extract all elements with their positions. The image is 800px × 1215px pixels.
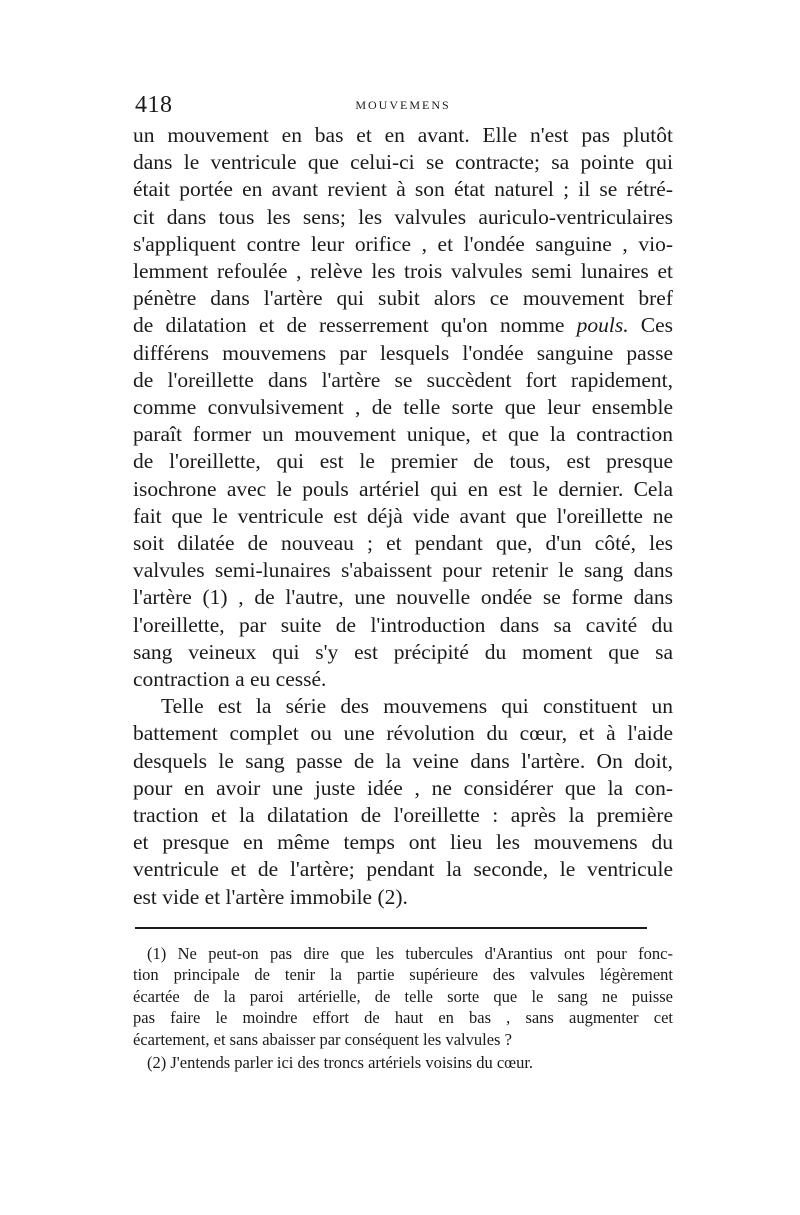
text-line: traction et la dilatation de l'oreillette : après la première bbox=[133, 803, 673, 828]
text-line: Telle est la série des mouvemens qui constituent un bbox=[161, 694, 673, 719]
body-text bbox=[133, 122, 673, 911]
page-number: 418 bbox=[135, 92, 173, 118]
text-line: comme convulsivement , de telle sorte que leur ensemble bbox=[133, 395, 673, 420]
footnotes bbox=[133, 943, 673, 1074]
text-line: ventricule et de l'artère; pendant la seconde, le ventricule bbox=[133, 857, 673, 882]
text-line: était portée en avant revient à son état naturel ; il se rétré- bbox=[133, 177, 673, 202]
footnote-line: écartement, et sans abaisser par conséquent les valvules ? bbox=[133, 1029, 512, 1049]
text-line: lemment refoulée , relève les trois valvules semi lunaires et bbox=[133, 259, 673, 284]
text-line: différens mouvemens par lesquels l'ondée sanguine passe bbox=[133, 340, 673, 365]
text-line: contraction a eu cessé. bbox=[133, 667, 327, 692]
text-line: un mouvement en bas et en avant. Elle n'est pas plutôt bbox=[133, 123, 673, 147]
text-line: battement complet ou une révolution du cœur, et à l'aide bbox=[133, 721, 673, 746]
text-segment: de dilatation et de resserrement qu'on nomme bbox=[133, 313, 565, 338]
text-line: soit dilatée de nouveau ; et pendant que, d'un côté, les bbox=[133, 531, 673, 556]
text-line: de l'oreillette dans l'artère se succèdent fort rapidement, bbox=[133, 367, 673, 392]
text-line: est vide et l'artère immobile (2). bbox=[133, 884, 408, 909]
running-head: MOUVEMENS bbox=[355, 98, 451, 112]
text-line: fait que le ventricule est déjà vide avant que l'oreillette ne bbox=[133, 503, 673, 528]
book-page bbox=[133, 92, 673, 1074]
text-line: valvules semi-lunaires s'abaissent pour retenir le sang dans bbox=[133, 558, 673, 583]
paragraph-1 bbox=[133, 122, 673, 693]
text-line: et presque en même temps ont lieu les mouvemens du bbox=[133, 830, 673, 855]
footnote-line: tion principale de tenir la partie supérieure des valvules légèrement bbox=[133, 965, 673, 985]
text-line: sang veineux qui s'y est précipité du moment que sa bbox=[133, 639, 673, 664]
text-line: dans le ventricule que celui-ci se contracte; sa pointe qui bbox=[133, 150, 673, 175]
text-line: de l'oreillette, qui est le premier de tous, est presque bbox=[133, 449, 673, 474]
footnote-line: pas faire le moindre effort de haut en bas , sans augmenter cet bbox=[133, 1008, 673, 1028]
text-line: pénètre dans l'artère qui subit alors ce mouvement bref bbox=[133, 286, 673, 311]
text-line-with-italic bbox=[133, 312, 673, 339]
footnote-2 bbox=[133, 1052, 673, 1074]
text-line: pour en avoir une juste idée , ne considérer que la con- bbox=[133, 775, 673, 800]
text-line: desquels le sang passe de la veine dans l'artère. On doit, bbox=[133, 748, 673, 773]
footnote-1 bbox=[133, 943, 673, 1051]
footnote-separator bbox=[135, 927, 647, 929]
paragraph-2 bbox=[133, 693, 673, 911]
italic-term-pouls: pouls. bbox=[576, 313, 629, 338]
page-header bbox=[133, 92, 673, 120]
text-line: isochrone avec le pouls artériel qui en est le dernier. Cela bbox=[133, 476, 673, 501]
text-line: paraît former un mouvement unique, et que la contraction bbox=[133, 422, 673, 447]
text-line: l'artère (1) , de l'autre, une nouvelle ondée se forme dans bbox=[133, 585, 673, 610]
footnote-line: (1) Ne peut-on pas dire que les tubercules d'Arantius ont pour fonc- bbox=[147, 943, 673, 963]
text-segment: Ces bbox=[640, 313, 673, 338]
footnote-line: (2) J'entends parler ici des troncs artériels voisins du cœur. bbox=[147, 1053, 534, 1073]
text-line: cit dans tous les sens; les valvules auriculo-ventriculaires bbox=[133, 204, 673, 229]
text-line: s'appliquent contre leur orifice , et l'ondée sanguine , vio- bbox=[133, 231, 673, 256]
text-line: l'oreillette, par suite de l'introduction dans sa cavité du bbox=[133, 612, 673, 637]
footnote-line: écartée de la paroi artérielle, de telle sorte que le sang ne puisse bbox=[133, 986, 673, 1006]
